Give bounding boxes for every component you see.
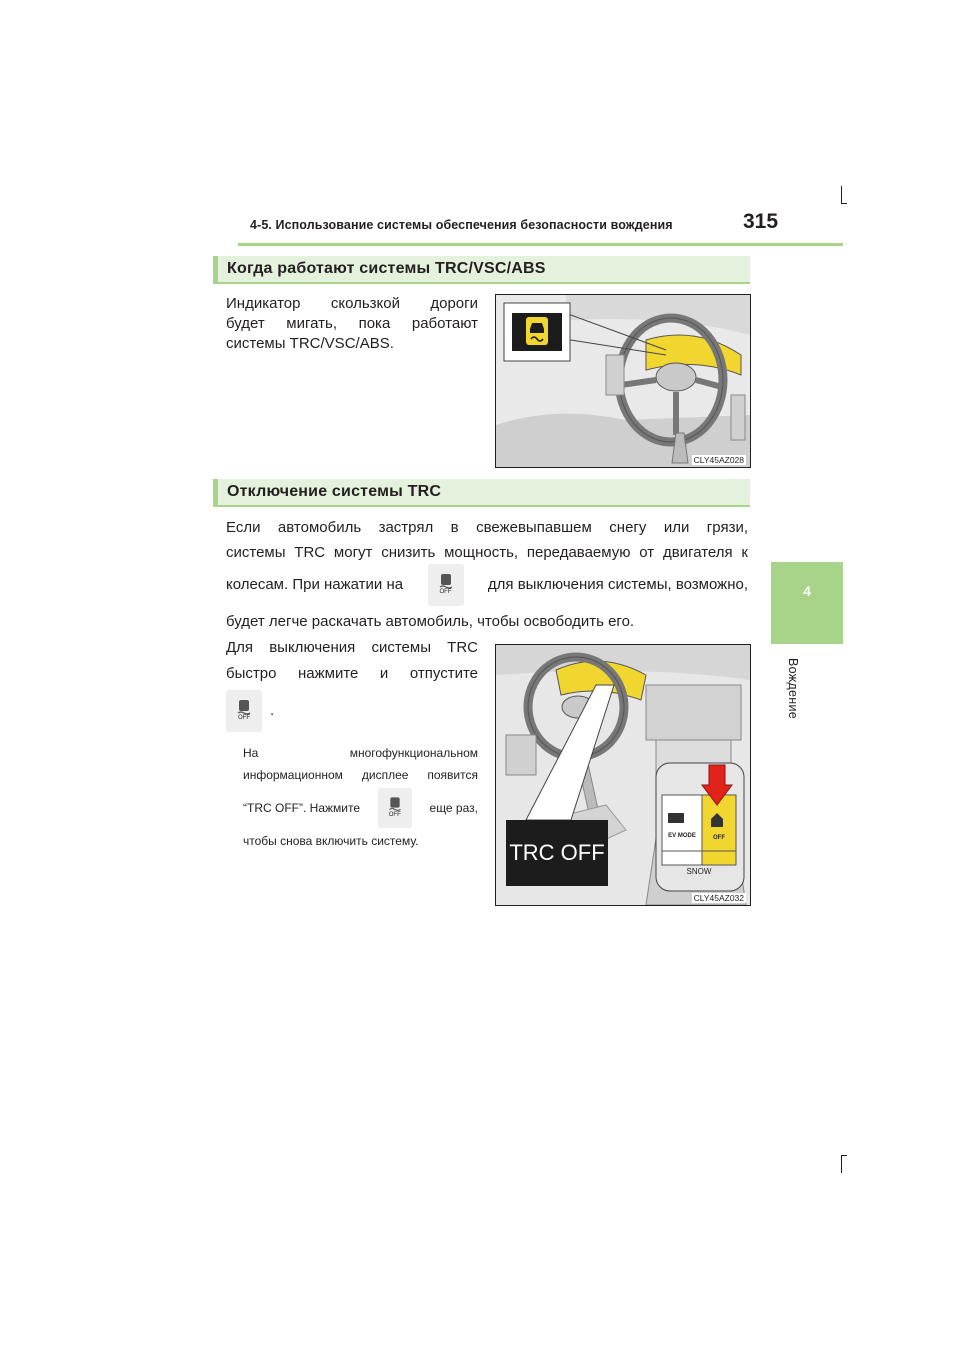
section2-paragraph — [226, 518, 748, 563]
paragraph-text: колесам. При нажатии на — [226, 576, 404, 593]
paragraph-line: Индикатор скользкой дороги — [226, 295, 478, 312]
button-caption: OFF — [238, 715, 250, 721]
dashboard-illustration — [496, 295, 750, 467]
paragraph-line: будет мигать, пока работают — [226, 315, 478, 332]
chapter-tab-label: Вождение — [786, 658, 800, 719]
page-number: 315 — [743, 210, 779, 233]
note-line: информационном дисплее появится — [243, 768, 478, 782]
section2-instruction — [226, 638, 478, 684]
section-heading-trc-vsc-abs: Когда работают системы TRC/VSC/ABS — [213, 256, 750, 284]
paragraph-line: Для выключения системы TRC — [226, 639, 478, 656]
figure-center-console — [495, 644, 751, 906]
chapter-tab — [771, 562, 843, 644]
chapter-title: 4-5. Использование системы обеспечения безопасности вождения — [250, 218, 673, 232]
console-illustration — [496, 645, 750, 905]
trc-off-button — [378, 788, 412, 828]
header-rule — [238, 243, 843, 246]
crop-mark — [841, 1155, 842, 1173]
crop-mark — [841, 203, 847, 204]
instruction-button-line — [226, 688, 478, 734]
button-caption: OFF — [388, 812, 401, 818]
crop-mark — [841, 186, 842, 204]
section2-paragraph-end — [226, 612, 748, 632]
paragraph-line: системы TRC/VSC/ABS. — [226, 335, 394, 352]
figure-steering-indicator — [495, 294, 751, 468]
paragraph-line: быстро нажмите и отпустите — [226, 665, 478, 682]
note-line: На многофункциональном — [243, 746, 478, 760]
trc-off-display-text: TRC OFF — [509, 840, 605, 865]
ev-mode-label: EV MODE — [668, 833, 696, 839]
button-caption: OFF — [439, 589, 452, 595]
paragraph-text: . — [270, 702, 275, 719]
note-text: еще раз, — [429, 801, 478, 815]
snow-label: SNOW — [686, 867, 712, 876]
note-paragraph-end — [243, 832, 478, 850]
paragraph-line-with-button — [226, 562, 748, 608]
trc-off-button — [428, 564, 464, 606]
paragraph-line: Если автомобиль застрял в свежевыпавшем снегу или грязи, — [226, 519, 748, 536]
note-text: “TRC OFF”. Нажмите — [243, 801, 361, 815]
figure-code: CLY45AZ028 — [693, 455, 744, 465]
trc-off-button — [226, 690, 262, 732]
figure-code: CLY45AZ032 — [693, 893, 744, 903]
note-paragraph — [243, 744, 478, 784]
paragraph-text: для выключения системы, возможно, — [487, 576, 748, 593]
note-line: чтобы снова включить систему. — [243, 834, 419, 848]
crop-mark — [841, 1155, 847, 1156]
paragraph-line: системы TRC могут снизить мощность, передаваемую от двигателя к — [226, 544, 748, 561]
section-heading-trc-off: Отключение системы TRC — [213, 479, 750, 507]
section1-paragraph — [226, 294, 478, 354]
note-line-with-button — [243, 786, 478, 830]
chapter-tab-number: 4 — [803, 583, 811, 599]
off-label: OFF — [713, 835, 725, 841]
paragraph-line: будет легче раскачать автомобиль, чтобы освободить его. — [226, 613, 635, 630]
